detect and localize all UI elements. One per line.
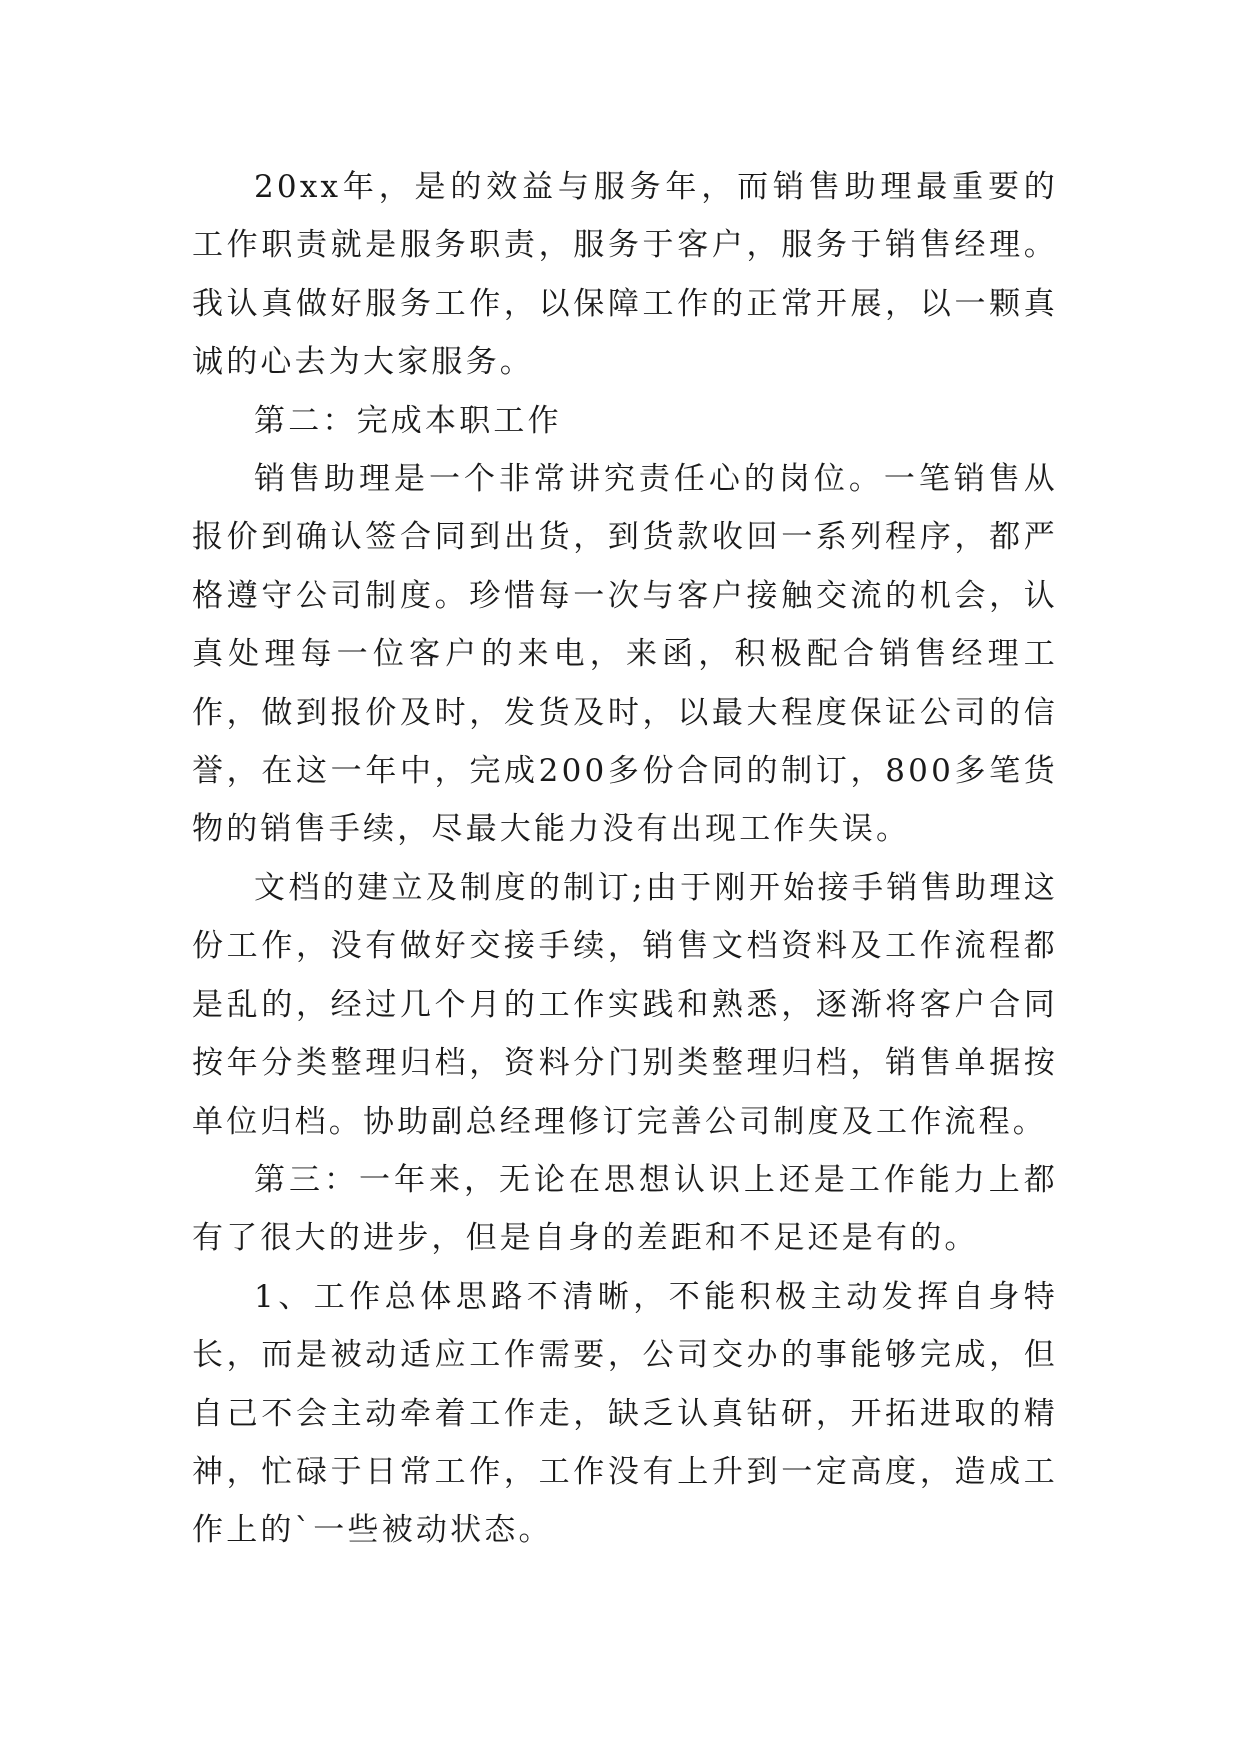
paragraph-service-year: 20xx年，是的效益与服务年，而销售助理最重要的工作职责就是服务职责，服务于客户，服务于销售经理。我认真做好服务工作，以保障工作的正常开展，以一颗真诚的心去为大家服务。 — [192, 169, 1058, 381]
paragraph-sales-assistant-duties: 销售助理是一个非常讲究责任心的岗位。一笔销售从报价到确认签合同到出货，到货款收回一系列程序，都严格遵守公司制度。珍惜每一次与客户接触交流的机会，认真处理每一位客户的来电，来函，积极配合销售经理工作，做到报价及时，发货及时，以最大程度保证公司的信誉，在这一年中，完成200多份合同的制订，800多笔货物的销售手续，尽最大能力没有出现工作失误。 — [192, 461, 1058, 848]
paragraph-shortcoming-1: 1、工作总体思路不清晰，不能积极主动发挥自身特长，而是被动适应工作需要，公司交办的事能够完成，但自己不会主动牵着工作走，缺乏认真钻研，开拓进取的精神，忙碌于日常工作，工作没有上升到一定高度，造成工作上的`一些被动状态。 — [192, 1278, 1058, 1549]
paragraph-document-system: 文档的建立及制度的制订;由于刚开始接手销售助理这份工作，没有做好交接手续，销售文档资料及工作流程都是乱的，经过几个月的工作实践和熟悉，逐渐将客户合同按年分类整理归档，资料分门别类整理归档，销售单据按单位归档。协助副总经理修订完善公司制度及工作流程。 — [192, 869, 1058, 1140]
heading-third-progress: 第三：一年来，无论在思想认识上还是工作能力上都有了很大的进步，但是自身的差距和不足还是有的。 — [192, 1161, 1058, 1257]
document-body — [192, 158, 1058, 1560]
heading-second-duties: 第二：完成本职工作 — [254, 402, 562, 439]
